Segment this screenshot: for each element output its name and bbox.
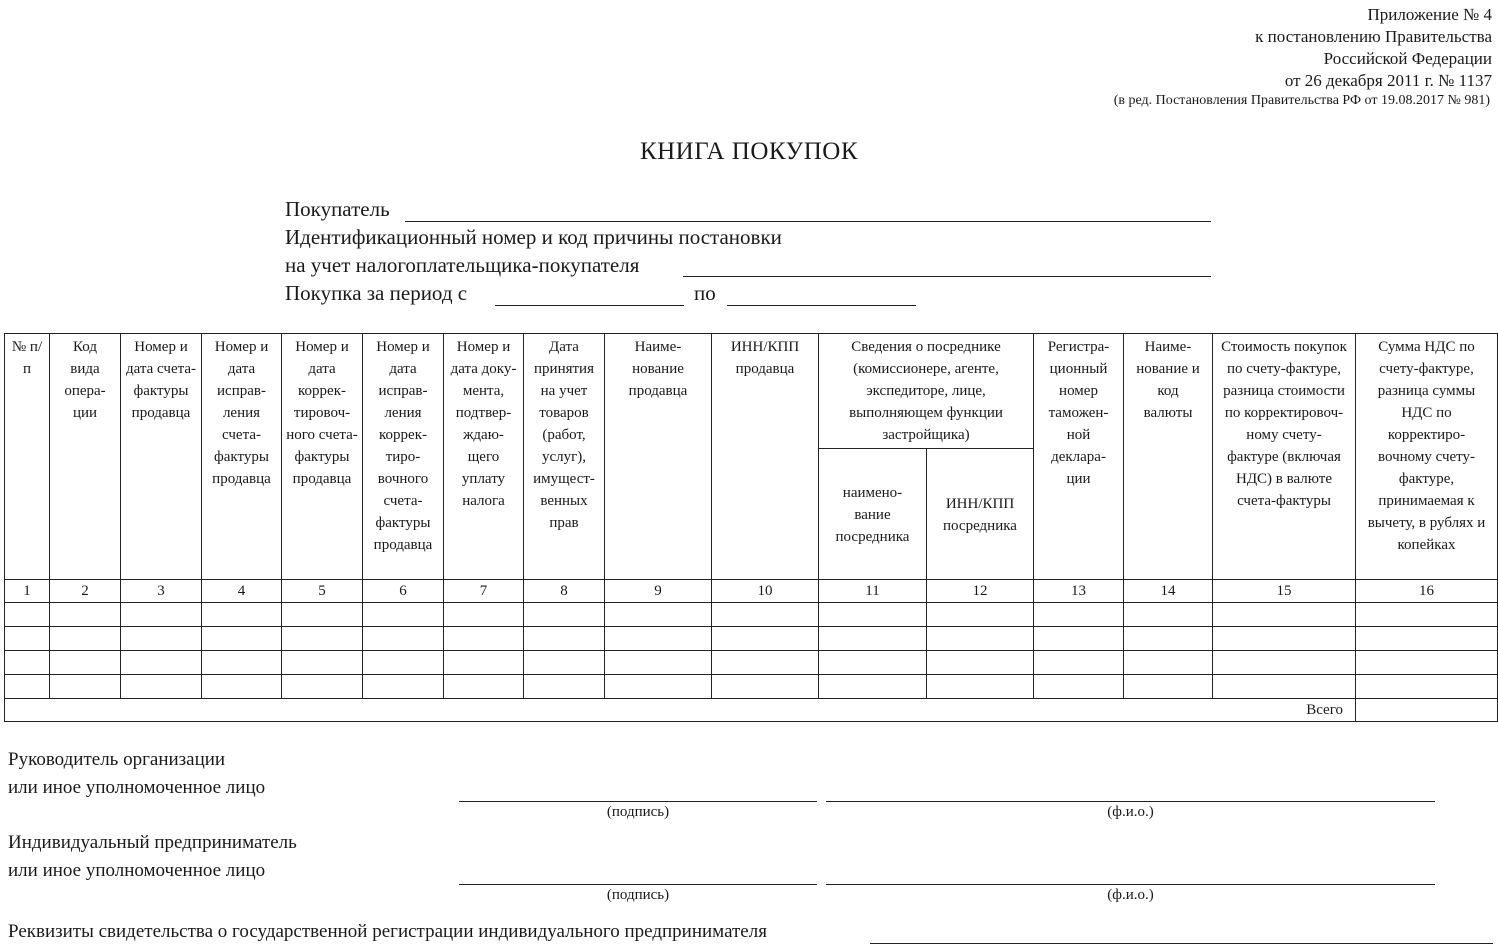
header-col-13: Регистра-ционный номер таможен-ной деклара-ции xyxy=(1034,334,1124,580)
header-intermediary: Сведения о посреднике (комиссионере, агенте, экспедиторе, лице, выполняющем функции застройщика) xyxy=(819,334,1034,449)
column-number: 7 xyxy=(444,580,524,603)
column-number: 3 xyxy=(121,580,202,603)
column-number: 15 xyxy=(1213,580,1356,603)
table-cell[interactable] xyxy=(444,603,524,627)
table-cell[interactable] xyxy=(605,651,712,675)
column-number: 8 xyxy=(524,580,605,603)
column-number: 11 xyxy=(819,580,927,603)
head-label-1: Руководитель организации xyxy=(8,749,226,770)
table-cell[interactable] xyxy=(712,651,819,675)
edition-note: (в ред. Постановления Правительства РФ от 19.08.2017 № 981) xyxy=(1113,93,1490,108)
total-label: Всего xyxy=(5,699,1356,722)
appendix-line-1: Приложение № 4 xyxy=(1367,5,1492,24)
table-cell[interactable] xyxy=(927,603,1034,627)
table-cell[interactable] xyxy=(819,627,927,651)
table-cell[interactable] xyxy=(927,627,1034,651)
total-vat-cell[interactable] xyxy=(1356,699,1498,722)
head-signature-line[interactable] xyxy=(459,801,817,802)
table-cell[interactable] xyxy=(1034,627,1124,651)
total-row xyxy=(5,699,1498,722)
appendix-line-2: к постановлению Правительства xyxy=(1255,27,1492,46)
ip-label-2: или иное уполномоченное лицо xyxy=(8,860,266,881)
table-cell[interactable] xyxy=(1356,651,1498,675)
column-number: 5 xyxy=(282,580,363,603)
subheader-col-12: ИНН/КПП посредника xyxy=(927,449,1034,580)
table-cell[interactable] xyxy=(121,675,202,699)
table-cell[interactable] xyxy=(1356,675,1498,699)
table-cell[interactable] xyxy=(5,603,50,627)
table-cell[interactable] xyxy=(1124,651,1213,675)
period-from-input-line[interactable] xyxy=(495,305,684,306)
head-fio-line[interactable] xyxy=(826,801,1435,802)
table-cell[interactable] xyxy=(712,627,819,651)
header-col-9: Наиме-нование продавца xyxy=(605,334,712,580)
table-cell[interactable] xyxy=(1213,675,1356,699)
column-number: 10 xyxy=(712,580,819,603)
table-cell[interactable] xyxy=(605,675,712,699)
column-number: 14 xyxy=(1124,580,1213,603)
buyer-input-line[interactable] xyxy=(405,221,1211,222)
column-number: 6 xyxy=(363,580,444,603)
header-col-5: Номер и дата коррек-тировоч-ного счета-фактуры продавца xyxy=(282,334,363,580)
table-cell[interactable] xyxy=(202,675,282,699)
table-cell[interactable] xyxy=(121,627,202,651)
table-cell[interactable] xyxy=(50,603,121,627)
table-cell[interactable] xyxy=(5,627,50,651)
column-number: 16 xyxy=(1356,580,1498,603)
subheader-col-11: наимено-вание посредника xyxy=(819,449,927,580)
head-signature-caption: (подпись) xyxy=(606,804,670,820)
table-cell[interactable] xyxy=(50,651,121,675)
column-number-row xyxy=(5,580,1498,603)
table-cell[interactable] xyxy=(1034,603,1124,627)
appendix-reference xyxy=(1255,4,1492,92)
header-col-16: Сумма НДС по счету-фактуре, разница суммы НДС по корректиро-вочному счету-фактуре, принимаемая к вычету, в рублях и копейках xyxy=(1356,334,1498,580)
table-cell[interactable] xyxy=(1213,651,1356,675)
ip-fio-line[interactable] xyxy=(826,884,1435,885)
table-cell[interactable] xyxy=(819,603,927,627)
table-cell[interactable] xyxy=(50,675,121,699)
table-cell[interactable] xyxy=(282,675,363,699)
column-number: 4 xyxy=(202,580,282,603)
table-cell[interactable] xyxy=(282,627,363,651)
period-from-label: Покупка за период с xyxy=(285,281,468,305)
header-col-1: № п/п xyxy=(5,334,50,580)
registration-requisites-label: Реквизиты свидетельства о государственной регистрации индивидуального предпринимателя xyxy=(8,921,767,942)
table-cell[interactable] xyxy=(121,651,202,675)
appendix-line-3: Российской Федерации xyxy=(1323,49,1492,68)
table-cell[interactable] xyxy=(444,627,524,651)
ip-fio-caption: (ф.и.о.) xyxy=(1107,887,1154,903)
table-cell[interactable] xyxy=(1356,603,1498,627)
table-cell[interactable] xyxy=(5,675,50,699)
table-cell[interactable] xyxy=(1213,627,1356,651)
table-cell[interactable] xyxy=(524,603,605,627)
header-col-8: Дата принятия на учет товаров (работ, услуг), имущест-венных прав xyxy=(524,334,605,580)
table-row xyxy=(5,675,1498,699)
ip-signature-line[interactable] xyxy=(459,884,817,885)
table-cell[interactable] xyxy=(363,603,444,627)
header-col-7: Номер и дата доку-мента, подтвер-ждаю-щего уплату налога xyxy=(444,334,524,580)
table-cell[interactable] xyxy=(282,603,363,627)
table-cell[interactable] xyxy=(524,627,605,651)
table-cell[interactable] xyxy=(202,603,282,627)
head-label-2: или иное уполномоченное лицо xyxy=(8,777,266,798)
inn-kpp-label-1: Идентификационный номер и код причины постановки xyxy=(285,225,782,249)
table-cell[interactable] xyxy=(1124,627,1213,651)
table-row xyxy=(5,603,1498,627)
appendix-line-4: от 26 декабря 2011 г. № 1137 xyxy=(1284,71,1492,90)
table-cell[interactable] xyxy=(605,603,712,627)
table-cell[interactable] xyxy=(1124,675,1213,699)
buyer-label: Покупатель xyxy=(285,197,390,221)
table-cell[interactable] xyxy=(1034,675,1124,699)
purchase-book-table xyxy=(4,333,1498,722)
table-cell[interactable] xyxy=(282,651,363,675)
table-cell[interactable] xyxy=(819,651,927,675)
header-col-14: Наиме-нование и код валюты xyxy=(1124,334,1213,580)
table-cell[interactable] xyxy=(1124,603,1213,627)
table-cell[interactable] xyxy=(927,651,1034,675)
ip-signature-caption: (подпись) xyxy=(606,887,670,903)
table-cell[interactable] xyxy=(202,651,282,675)
table-cell[interactable] xyxy=(524,651,605,675)
header-col-15: Стоимость покупок по счету-фактуре, разница стоимости по корректировоч-ному счету-фактуре (включая НДС) в валюте счета-фактуры xyxy=(1213,334,1356,580)
page-title: КНИГА ПОКУПОК xyxy=(639,138,859,165)
table-cell[interactable] xyxy=(121,603,202,627)
table-cell[interactable] xyxy=(927,675,1034,699)
table-cell[interactable] xyxy=(363,651,444,675)
table-cell[interactable] xyxy=(5,651,50,675)
table-cell[interactable] xyxy=(819,675,927,699)
header-col-10: ИНН/КПП продавца xyxy=(712,334,819,580)
table-cell[interactable] xyxy=(363,675,444,699)
inn-kpp-label-2: на учет налогоплательщика-покупателя xyxy=(285,253,640,277)
column-number: 12 xyxy=(927,580,1034,603)
head-fio-caption: (ф.и.о.) xyxy=(1107,804,1154,820)
header-col-6: Номер и дата исправ-ления коррек-тиро-вочного счета-фактуры продавца xyxy=(363,334,444,580)
column-number: 9 xyxy=(605,580,712,603)
header-col-3: Номер и дата счета-фактуры продавца xyxy=(121,334,202,580)
table-row xyxy=(5,627,1498,651)
table-cell[interactable] xyxy=(1213,603,1356,627)
table-cell[interactable] xyxy=(363,627,444,651)
table-row xyxy=(5,651,1498,675)
period-to-label: по xyxy=(694,281,716,305)
table-cell[interactable] xyxy=(444,675,524,699)
column-number: 2 xyxy=(50,580,121,603)
table-cell[interactable] xyxy=(524,675,605,699)
table-cell[interactable] xyxy=(1356,627,1498,651)
column-number: 1 xyxy=(5,580,50,603)
header-col-4: Номер и дата исправ-ления счета-фактуры продавца xyxy=(202,334,282,580)
inn-kpp-input-line[interactable] xyxy=(683,276,1211,277)
ip-label-1: Индивидуальный предприниматель xyxy=(8,832,297,853)
column-number: 13 xyxy=(1034,580,1124,603)
table-cell[interactable] xyxy=(50,627,121,651)
table-cell[interactable] xyxy=(444,651,524,675)
table-cell[interactable] xyxy=(1034,651,1124,675)
table-cell[interactable] xyxy=(712,603,819,627)
header-col-2: Код вида опера-ции xyxy=(50,334,121,580)
table-cell[interactable] xyxy=(712,675,819,699)
registration-requisites-line[interactable] xyxy=(870,943,1493,944)
table-cell[interactable] xyxy=(605,627,712,651)
period-to-input-line[interactable] xyxy=(727,305,916,306)
table-cell[interactable] xyxy=(202,627,282,651)
